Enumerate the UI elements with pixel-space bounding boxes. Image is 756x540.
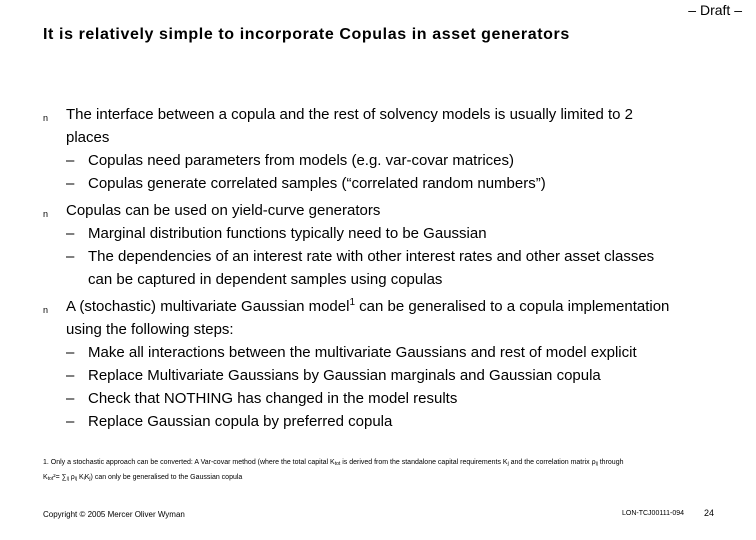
footnote-text: K — [77, 474, 84, 481]
footnote-text: K — [43, 474, 48, 481]
bullet-2 — [66, 199, 730, 291]
footnote-text: K — [84, 474, 90, 481]
dash: – — [66, 248, 75, 265]
footnote-text: 1. Only a stochastic approach can be converted: A Var-covar method (where the total capital K — [43, 459, 335, 466]
bullet-3-sub-3 — [66, 387, 730, 410]
copyright: Copyright © 2005 Mercer Oliver Wyman — [43, 510, 185, 519]
sub-text: Check that NOTHING has changed in the model results — [88, 390, 458, 407]
bullet-1 — [66, 103, 730, 195]
dash: – — [66, 390, 75, 407]
dash: – — [66, 152, 75, 169]
bullet-marker-1: n — [43, 113, 49, 123]
subscript: tot — [334, 461, 341, 467]
bullet-3-line-2: using the following steps: — [66, 321, 234, 338]
subscript: tot — [47, 476, 54, 482]
bullet-2-sub-2-continuation: can be captured in dependent samples using copulas — [88, 271, 443, 288]
page-number: 24 — [704, 508, 715, 518]
subscript: ij — [74, 476, 77, 482]
bullet-1-line-2: places — [66, 129, 110, 146]
footnote-text: ρ — [68, 474, 75, 481]
bullet-marker-3: n — [43, 305, 49, 315]
bullet-3-sub-4 — [66, 410, 730, 433]
footnote-line-1 — [43, 456, 723, 471]
bullet-marker-2: n — [43, 209, 49, 219]
footnote-text: and the correlation matrix ρ — [508, 459, 596, 466]
sub-text: The dependencies of an interest rate with other interest rates and other asset classes — [88, 248, 655, 265]
bullet-3-text-a: A (stochastic) multivariate Gaussian model — [66, 298, 350, 315]
bullet-3-sub-2 — [66, 364, 730, 387]
subscript: j — [507, 461, 509, 467]
sub-text: Copulas generate correlated samples (“correlated random numbers”) — [88, 175, 546, 192]
dash: – — [66, 225, 75, 242]
bullet-2-sub-2 — [66, 245, 730, 268]
slide-title: It is relatively simple to incorporate Copulas in asset generators — [43, 26, 570, 43]
sub-text: Replace Multivariate Gaussians by Gaussian marginals and Gaussian copula — [88, 367, 601, 384]
bullet-1-line-1: The interface between a copula and the rest of solvency models is usually limited to 2 — [66, 106, 633, 123]
sub-text: Make all interactions between the multivariate Gaussians and rest of model explicit — [88, 344, 637, 361]
dash: – — [66, 413, 75, 430]
subscript: j — [89, 476, 91, 482]
sub-text: Copulas need parameters from models (e.g. var-covar matrices) — [88, 152, 514, 169]
subscript: i — [83, 476, 85, 482]
dash: – — [66, 367, 75, 384]
bullet-3-sub-1 — [66, 341, 730, 364]
footnote-text: is derived from the standalone capital requirements K — [340, 459, 508, 466]
bullet-3-line-1 — [66, 295, 730, 318]
dash: – — [66, 175, 75, 192]
bullet-3-text-b: can be generalised to a copula implementation — [355, 298, 670, 315]
footnote-line-2 — [43, 471, 723, 486]
footnote-text: ) can only be generalised to the Gaussian copula — [90, 474, 243, 481]
subscript: ij — [595, 461, 598, 467]
subscript: ij — [66, 476, 69, 482]
document-reference: LON-TCJ00111-094 — [622, 510, 684, 517]
sub-text: Replace Gaussian copula by preferred copula — [88, 413, 393, 430]
footnote — [43, 456, 723, 486]
bullet-1-sub-2 — [66, 172, 730, 195]
footnote-ref: 1 — [349, 297, 356, 308]
sub-text: Marginal distribution functions typically need to be Gaussian — [88, 225, 487, 242]
bullet-2-sub-1 — [66, 222, 730, 245]
bullet-1-sub-1 — [66, 149, 730, 172]
bullet-3 — [66, 295, 730, 433]
bullet-2-line-1: Copulas can be used on yield-curve generators — [66, 202, 381, 219]
dash: – — [66, 344, 75, 361]
footnote-text: ²= ∑ — [53, 474, 67, 481]
draft-label: – Draft – — [688, 2, 742, 18]
footnote-text: through — [597, 459, 624, 466]
